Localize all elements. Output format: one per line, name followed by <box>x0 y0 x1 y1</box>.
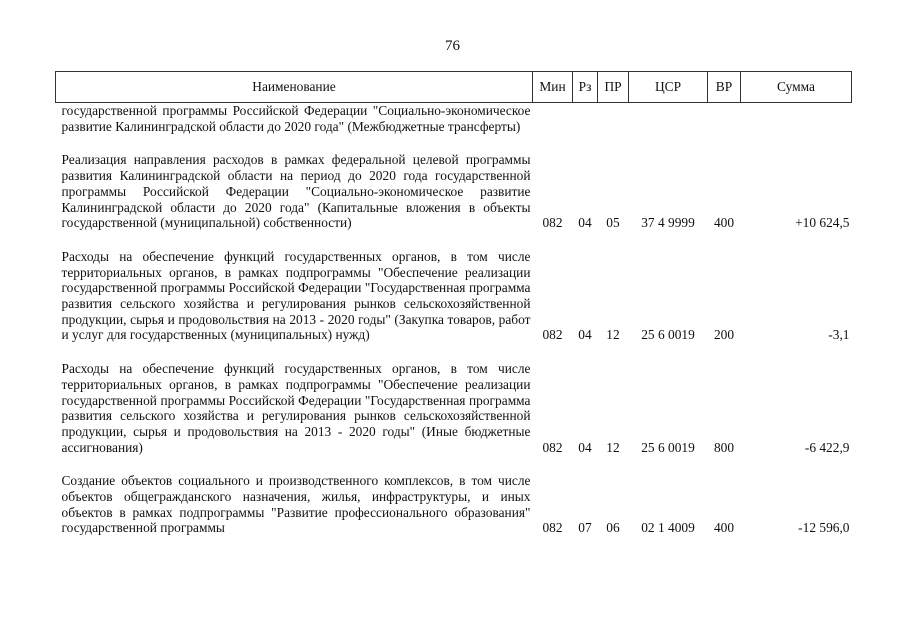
row-min: 082 <box>542 520 563 536</box>
row-pr: 05 <box>606 215 620 231</box>
row-pr <box>598 103 629 147</box>
table-header <box>56 72 852 103</box>
row-csr: 25 6 0019 <box>641 327 695 343</box>
table-row <box>56 146 852 243</box>
header-rz: Рз <box>573 72 598 103</box>
header-csr: ЦСР <box>629 72 708 103</box>
row-csr: 37 4 9999 <box>641 215 695 231</box>
header-pr: ПР <box>598 72 629 103</box>
row-rz: 04 <box>578 439 592 455</box>
header-sum: Сумма <box>741 72 852 103</box>
row-rz <box>573 103 598 147</box>
table-row <box>56 467 852 536</box>
row-sum: -6 422,9 <box>804 439 850 455</box>
header-row <box>56 72 852 103</box>
row-vr: 200 <box>713 327 735 343</box>
row-vr: 400 <box>713 520 735 536</box>
row-vr <box>708 103 741 147</box>
row-name: Создание объектов социального и производственного комплексов, в том числе объектов общегражданского назначения, жилья, инфраструктуры, и иных объектов в рамках подпрограммы "Развитие профессионального образования" государственной программы <box>61 473 531 536</box>
row-sum: +10 624,5 <box>795 215 850 231</box>
table-row <box>56 243 852 355</box>
row-name: Расходы на обеспечение функций государственных органов, в том числе территориальных органов, в рамках подпрограммы "Обеспечение реализации государственной программы Российской Федерации "Государственная программа развития сельского хозяйства и регулирования рынков сельскохозяйственной продукции, сырья и продовольствия на 2013 - 2020 годы" (Иные бюджетные ассигнования) <box>61 361 531 455</box>
row-name: государственной программы Российской Федерации "Социально-экономическое развитие Калининградской области до 2020 года" (Межбюджетные трансферты) <box>61 103 531 134</box>
row-csr: 02 1 4009 <box>641 520 695 536</box>
table-row <box>56 103 852 147</box>
row-name: Расходы на обеспечение функций государственных органов, в том числе территориальных органов, в рамках подпрограммы "Обеспечение реализации государственной программы Российской Федерации "Государственная программа развития сельского хозяйства и регулирования рынков сельскохозяйственной продукции, сырья и продовольствия на 2013 - 2020 годы" (Закупка товаров, работ и услуг для государственных (муниципальных) нужд) <box>61 248 531 343</box>
row-pr: 12 <box>606 327 620 343</box>
row-rz: 07 <box>578 520 592 536</box>
row-sum: -3,1 <box>828 327 850 343</box>
row-rz: 04 <box>578 215 592 231</box>
row-csr <box>629 103 708 147</box>
row-rz: 04 <box>578 327 592 343</box>
row-min: 082 <box>542 215 563 231</box>
header-name: Наименование <box>56 72 533 103</box>
row-vr: 400 <box>713 215 735 231</box>
row-min: 082 <box>542 439 563 455</box>
table-body <box>56 103 852 537</box>
header-min: Мин <box>533 72 573 103</box>
row-pr: 06 <box>606 520 620 536</box>
row-min <box>533 103 573 147</box>
row-vr: 800 <box>713 439 735 455</box>
row-sum <box>741 103 852 147</box>
table-row <box>56 355 852 467</box>
row-pr: 12 <box>606 439 620 455</box>
row-min: 082 <box>542 327 563 343</box>
row-sum: -12 596,0 <box>798 520 850 536</box>
row-csr: 25 6 0019 <box>641 439 695 455</box>
header-vr: ВР <box>708 72 741 103</box>
page-number: 76 <box>445 38 460 54</box>
row-name: Реализация направления расходов в рамках федеральной целевой программы развития Калининградской области на период до 2020 года государственной программы Российской Федерации "Социально-экономическое развитие Калининградской области до 2020 года" (Капитальные вложения в объекты государственной (муниципальной) собственности) <box>61 152 531 231</box>
budget-table <box>55 71 852 536</box>
